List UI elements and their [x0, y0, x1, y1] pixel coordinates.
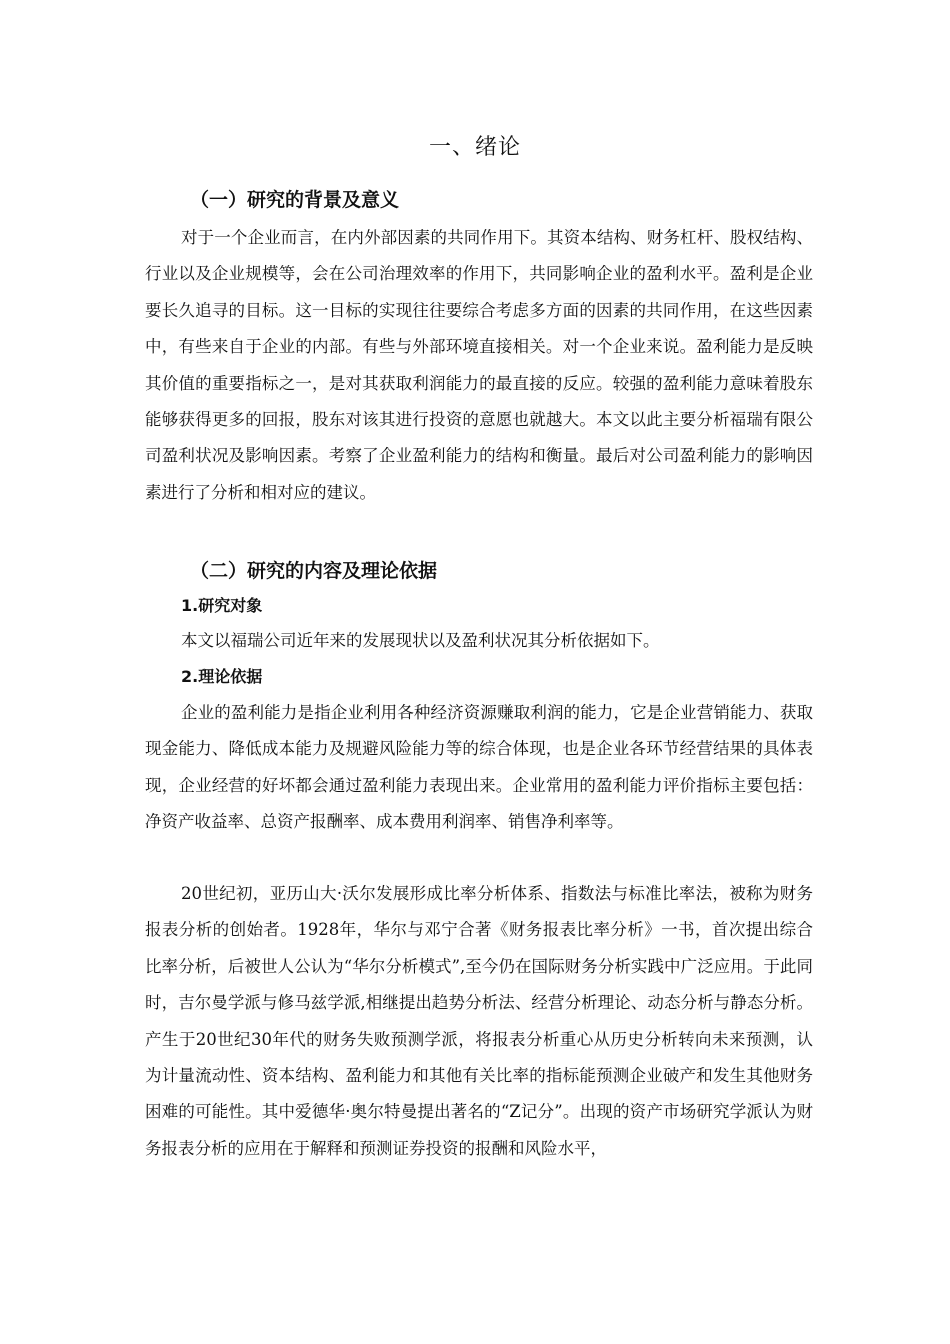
research-object-paragraph: 本文以福瑞公司近年来的发展现状以及盈利状况其分析依据如下。 — [181, 631, 660, 650]
section-heading-content-theory: （二）研究的内容及理论依据 — [190, 560, 438, 582]
theory-paragraph-1: 企业的盈利能力是指企业利用各种经济资源赚取利润的能力，它是企业营销能力、获取现金能力、降低成本能力及规避风险能力等的综合体现，也是企业各环节经营结果的具体表现，企业经营的好坏都会通过盈利能力表现出来。企业常用的盈利能力评价指标主要包括：净资产收益率、总资产报酬率、成本费用利润率、销售净利率等。 — [145, 703, 813, 832]
background-paragraph: 对于一个企业而言，在内外部因素的共同作用下。其资本结构、财务杠杆、股权结构、行业以及企业规模等，会在公司治理效率的作用下，共同影响企业的盈利水平。盈利是企业要长久追寻的目标。这一目标的实现往往要综合考虑多方面的因素的共同作用，在这些因素中，有些来自于企业的内部。有些与外部环境直接相关。对一个企业来说。盈利能力是反映其价值的重要指标之一，是对其获取利润能力的最直接的反应。较强的盈利能力意味着股东能够获得更多的回报，股东对该其进行投资的意愿也就越大。本文以此主要分析福瑞有限公司盈利状况及影响因素。考察了企业盈利能力的结构和衡量。最后对公司盈利能力的影响因素进行了分析和相对应的建议。 — [145, 228, 813, 502]
subheading-theory-basis: 2.理论依据 — [181, 667, 263, 686]
section-heading-background: （一）研究的背景及意义 — [190, 189, 400, 211]
chapter-title: 一、绪论 — [428, 135, 521, 160]
theory-paragraph-2: 20世纪初，亚历山大·沃尔发展形成比率分析体系、指数法与标准比率法，被称为财务报表分析的创始者。1928年，华尔与邓宁合著《财务报表比率分析》一书，首次提出综合比率分析，后被世人公认为“华尔分析模式”,至今仍在国际财务分析实践中广泛应用。于此同时，吉尔曼学派与修马兹学派,相继提出趋势分析法、经营分析理论、动态分析与静态分析。产生于20世纪30年代的财务失败预测学派，将报表分析重心从历史分析转向未来预测，认为计量流动性、资本结构、盈利能力和其他有关比率的指标能预测企业破产和发生其他财务困难的可能性。其中爱德华·奥尔特曼提出著名的“Z记分”。出现的资产市场研究学派认为财务报表分析的应用在于解释和预测证券投资的报酬和风险水平， — [145, 884, 813, 1158]
subheading-research-object: 1.研究对象 — [181, 596, 263, 615]
